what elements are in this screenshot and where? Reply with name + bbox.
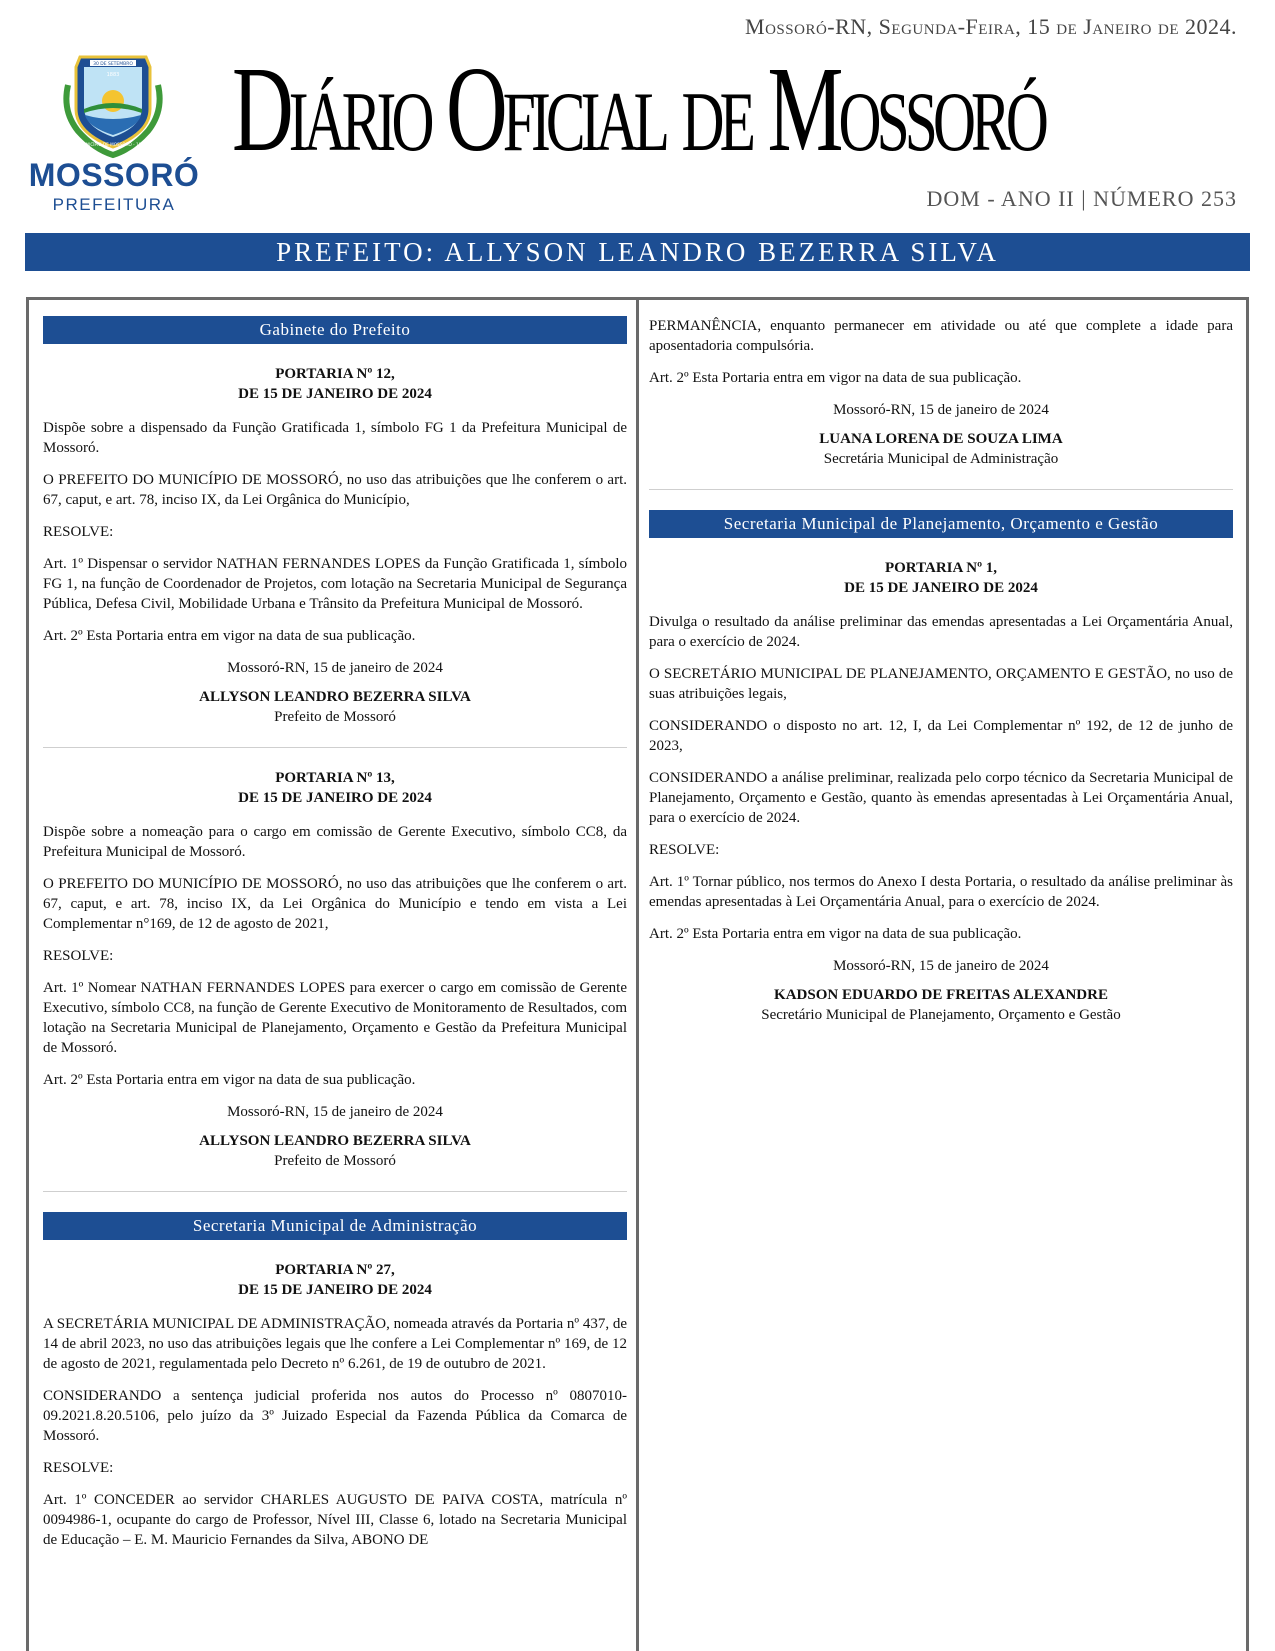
portaria-13-art2: Art. 2º Esta Portaria entra em vigor na data de sua publicação. — [43, 1072, 416, 1088]
portaria-27-art1: Art. 1º CONCEDER ao servidor CHARLES AUGUSTO DE PAIVA COSTA, matrícula nº 0094986-1, ocupante do cargo de Professor, Nível III, Classe 6, lotado na Secretaria Municipal de Educação – E. M. Mauricio Fernandes da Silva, ABONO DE — [43, 1492, 627, 1548]
portaria-27-number: PORTARIA Nº 27, — [275, 1262, 395, 1278]
coat-of-arms-icon — [54, 51, 172, 159]
portaria-27-preamble: A SECRETÁRIA MUNICIPAL DE ADMINISTRAÇÃO, nomeada através da Portaria nº 437, de 14 de abril 2023, no uso das atribuições legais que lhe confere a Lei Complementar nº 169, de 12 de agosto de 2021, regulamentada pelo Decreto nº 6.261, de 19 de outubro de 2021. — [43, 1316, 627, 1372]
portaria-27-art1-continued: PERMANÊNCIA, enquanto permanecer em atividade ou até que complete a idade para aposentadoria compulsória. — [649, 318, 1233, 354]
column-divider — [636, 297, 639, 1651]
portaria-13-role: Prefeito de Mossoró — [274, 1153, 396, 1169]
crest-year: 1883 — [106, 72, 120, 78]
separator — [43, 1191, 627, 1192]
portaria-13-title — [43, 768, 627, 808]
portaria-1-date: DE 15 DE JANEIRO DE 2024 — [844, 580, 1038, 596]
portaria-27-role: Secretária Municipal de Administração — [823, 451, 1059, 467]
portaria-13-resolve: RESOLVE: — [43, 948, 114, 964]
section-heading-administracao: Secretaria Municipal de Administração — [43, 1212, 627, 1240]
portaria-12-resolve: RESOLVE: — [43, 524, 114, 540]
portaria-27-title — [43, 1260, 627, 1300]
portaria-1-considering-1: CONSIDERANDO o disposto no art. 12, I, da Lei Complementar nº 192, de 12 de junho de 2023, — [649, 718, 1233, 754]
portaria-27-resolve: RESOLVE: — [43, 1460, 114, 1476]
portaria-1-title — [649, 558, 1233, 598]
prefeitura-logo — [24, 45, 204, 214]
portaria-1-signer: KADSON EDUARDO DE FREITAS ALEXANDRE — [774, 987, 1108, 1003]
portaria-27-art2: Art. 2º Esta Portaria entra em vigor na data de sua publicação. — [649, 370, 1022, 386]
portaria-1-number: PORTARIA Nº 1, — [884, 560, 998, 576]
portaria-13-preamble: O PREFEITO DO MUNICÍPIO DE MOSSORÓ, no uso das atribuições que lhe conferem o art. 67, caput, e art. 78, inciso IX, da Lei Orgânica do Município e tendo em vista a Lei Complementar n°169, de 12 de agosto de 2021, — [43, 876, 627, 932]
portaria-12-date: DE 15 DE JANEIRO DE 2024 — [238, 386, 432, 402]
mayor-bar: PREFEITO: ALLYSON LEANDRO BEZERRA SILVA — [25, 233, 1250, 271]
portaria-12-place: Mossoró-RN, 15 de janeiro de 2024 — [227, 660, 443, 676]
portaria-13-summary: Dispõe sobre a nomeação para o cargo em comissão de Gerente Executivo, símbolo CC8, da Prefeitura Municipal de Mossoró. — [43, 824, 627, 860]
logo-subtitle: PREFEITURA — [52, 195, 176, 214]
portaria-12-art2: Art. 2º Esta Portaria entra em vigor na data de sua publicação. — [43, 628, 416, 644]
right-column — [649, 316, 1233, 1025]
section-heading-gabinete: Gabinete do Prefeito — [43, 316, 627, 344]
crest-motto: 30 DE SETEMBRO — [93, 62, 133, 67]
portaria-27-signer: LUANA LORENA DE SOUZA LIMA — [819, 431, 1063, 447]
logo-brand: MOSSORÓ — [28, 157, 200, 193]
portaria-1-resolve: RESOLVE: — [649, 842, 720, 858]
portaria-1-considering-2: CONSIDERANDO a análise preliminar, realizada pelo corpo técnico da Secretaria Municipal de Planejamento, Orçamento e Gestão, quanto às emendas apresentadas à Lei Orçamentária Anual, para o exercício de 2024. — [649, 770, 1233, 826]
portaria-12-role: Prefeito de Mossoró — [274, 709, 396, 725]
portaria-12-preamble: O PREFEITO DO MUNICÍPIO DE MOSSORÓ, no uso das atribuições que lhe conferem o art. 67, caput, e art. 78, inciso IX, da Lei Orgânica do Município, — [43, 472, 627, 508]
portaria-12-number: PORTARIA Nº 12, — [275, 366, 395, 382]
portaria-1-summary: Divulga o resultado da análise preliminar das emendas apresentadas a Lei Orçamentária Anual, para o exercício de 2024. — [649, 614, 1233, 650]
crest-ring-text: MUNICÍPIO DE MOSSORÓ - 1852 — [79, 142, 147, 147]
portaria-1-art2: Art. 2º Esta Portaria entra em vigor na data de sua publicação. — [649, 926, 1022, 942]
portaria-1-role: Secretário Municipal de Planejamento, Orçamento e Gestão — [761, 1007, 1121, 1023]
portaria-27-date: DE 15 DE JANEIRO DE 2024 — [238, 1282, 432, 1298]
portaria-1-place: Mossoró-RN, 15 de janeiro de 2024 — [833, 958, 1049, 974]
separator — [649, 489, 1233, 490]
portaria-1-art1: Art. 1º Tornar público, nos termos do Anexo I desta Portaria, o resultado da análise preliminar às emendas apresentadas à Lei Orçamentária Anual, para o exercício de 2024. — [649, 874, 1233, 910]
portaria-13-signer: ALLYSON LEANDRO BEZERRA SILVA — [199, 1133, 471, 1149]
portaria-12-signer: ALLYSON LEANDRO BEZERRA SILVA — [199, 689, 471, 705]
left-column — [43, 316, 627, 1562]
portaria-13-date: DE 15 DE JANEIRO DE 2024 — [238, 790, 432, 806]
portaria-1-preamble: O SECRETÁRIO MUNICIPAL DE PLANEJAMENTO, ORÇAMENTO E GESTÃO, no uso de suas atribuições legais, — [649, 666, 1233, 702]
dateline: Mossoró-RN, Segunda-Feira, 15 de Janeiro de 2024. — [745, 14, 1237, 39]
portaria-27-considering: CONSIDERANDO a sentença judicial proferida nos autos do Processo nº 0807010-09.2021.8.20.5106, pelo juízo da 3º Juizado Especial da Fazenda Pública da Comarca de Mossoró. — [43, 1388, 627, 1444]
separator — [43, 747, 627, 748]
portaria-27-place: Mossoró-RN, 15 de janeiro de 2024 — [833, 402, 1049, 418]
portaria-13-number: PORTARIA Nº 13, — [275, 770, 395, 786]
portaria-12-summary: Dispõe sobre a dispensado da Função Gratificada 1, símbolo FG 1 da Prefeitura Municipal de Mossoró. — [43, 420, 627, 456]
masthead-title: Diário Oficial de Mossoró — [232, 42, 1044, 177]
section-heading-planejamento: Secretaria Municipal de Planejamento, Orçamento e Gestão — [649, 510, 1233, 538]
portaria-13-place: Mossoró-RN, 15 de janeiro de 2024 — [227, 1104, 443, 1120]
portaria-13-art1: Art. 1º Nomear NATHAN FERNANDES LOPES para exercer o cargo em comissão de Gerente Executivo, símbolo CC8, na função de Gerente Executivo de Monitoramento de Resultados, com lotação na Secretaria Municipal de Planejamento, Orçamento e Gestão da Prefeitura Municipal de Mossoró. — [43, 980, 627, 1056]
portaria-12-art1: Art. 1º Dispensar o servidor NATHAN FERNANDES LOPES da Função Gratificada 1, símbolo FG 1, na função de Coordenador de Projetos, com lotação na Secretaria Municipal de Segurança Pública, Defesa Civil, Mobilidade Urbana e Trânsito da Prefeitura Municipal de Mossoró. — [43, 556, 627, 612]
portaria-12-title — [43, 364, 627, 404]
issue-number: DOM - ANO II | NÚMERO 253 — [926, 186, 1237, 211]
